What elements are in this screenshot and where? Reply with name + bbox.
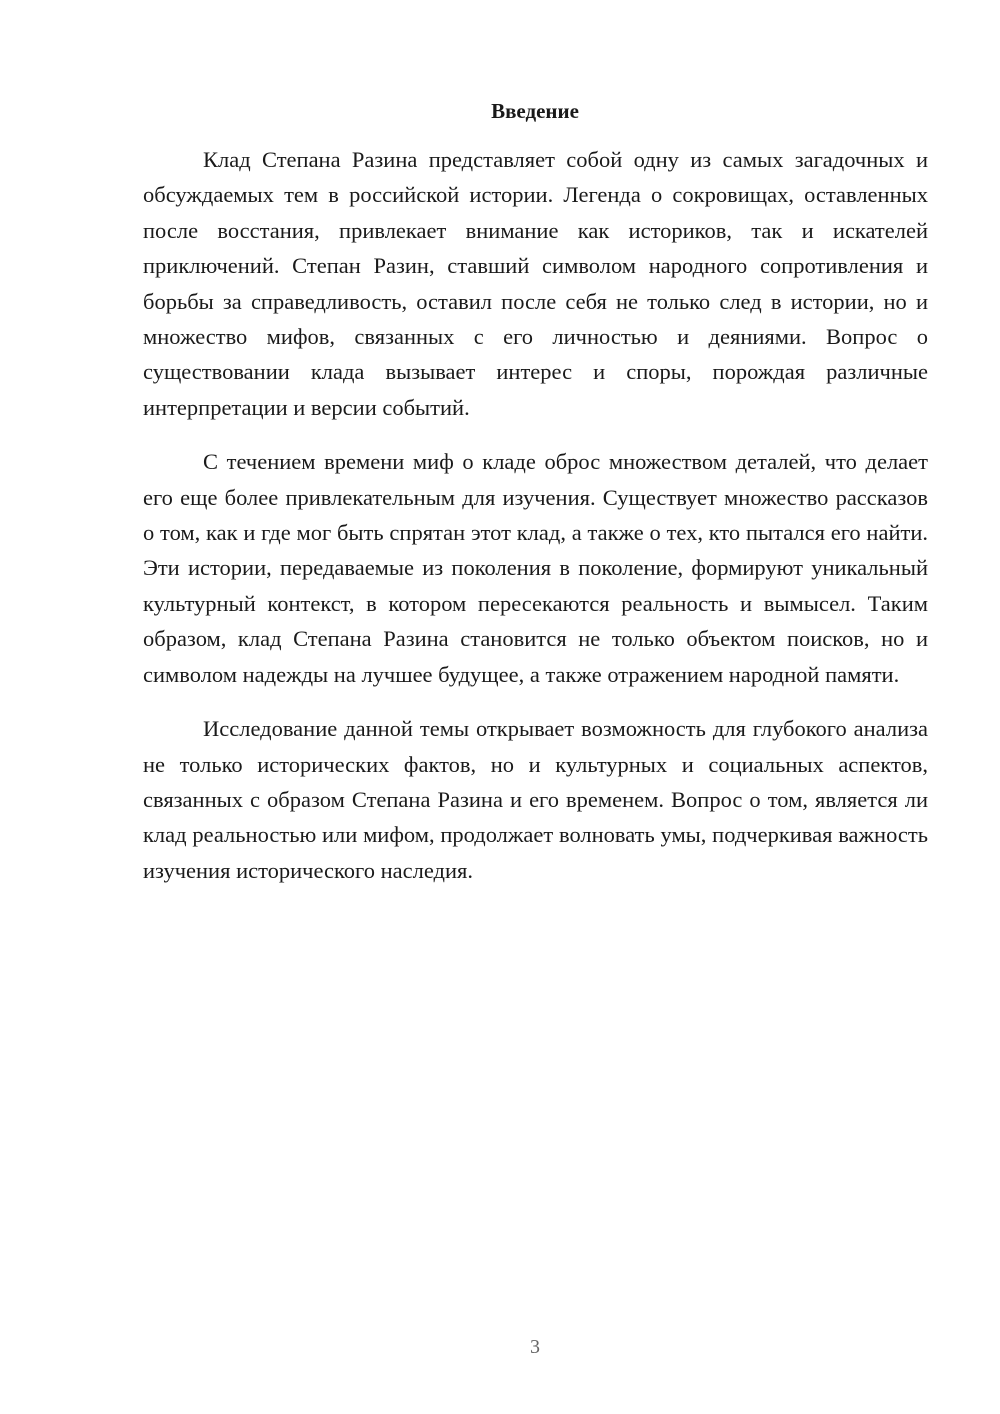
section-heading: Введение bbox=[491, 99, 579, 123]
paragraph-1: Клад Степана Разина представляет собой одну из самых загадочных и обсуждаемых тем в российской истории. Легенда о сокровищах, оставленных после восстания, привлекает внимание как историков, так и искателей приключений. Степан Разин, ставший символом народного сопротивления и борьбы за справедливость, оставил после себя не только след в истории, но и множество мифов, связанных с его личностью и деяниями. Вопрос о существовании клада вызывает интерес и споры, порождая различные интерпретации и версии событий. bbox=[143, 147, 928, 420]
body-text bbox=[143, 142, 928, 888]
paragraph-2: С течением времени миф о кладе оброс множеством деталей, что делает его еще более привлекательным для изучения. Существует множество рассказов о том, как и где мог быть спрятан этот клад, а также о тех, кто пытался его найти. Эти истории, передаваемые из поколения в поколение, формируют уникальный культурный контекст, в котором пересекаются реальность и вымысел. Таким образом, клад Степана Разина становится не только объектом поисков, но и символом надежды на лучшее будущее, а также отражением народной памяти. bbox=[143, 449, 928, 687]
paragraph-3: Исследование данной темы открывает возможность для глубокого анализа не только исторических фактов, но и культурных и социальных аспектов, связанных с образом Степана Разина и его временем. Вопрос о том, является ли клад реальностью или мифом, продолжает волновать умы, подчеркивая важность изучения исторического наследия. bbox=[143, 716, 928, 883]
page-number: 3 bbox=[530, 1336, 540, 1358]
